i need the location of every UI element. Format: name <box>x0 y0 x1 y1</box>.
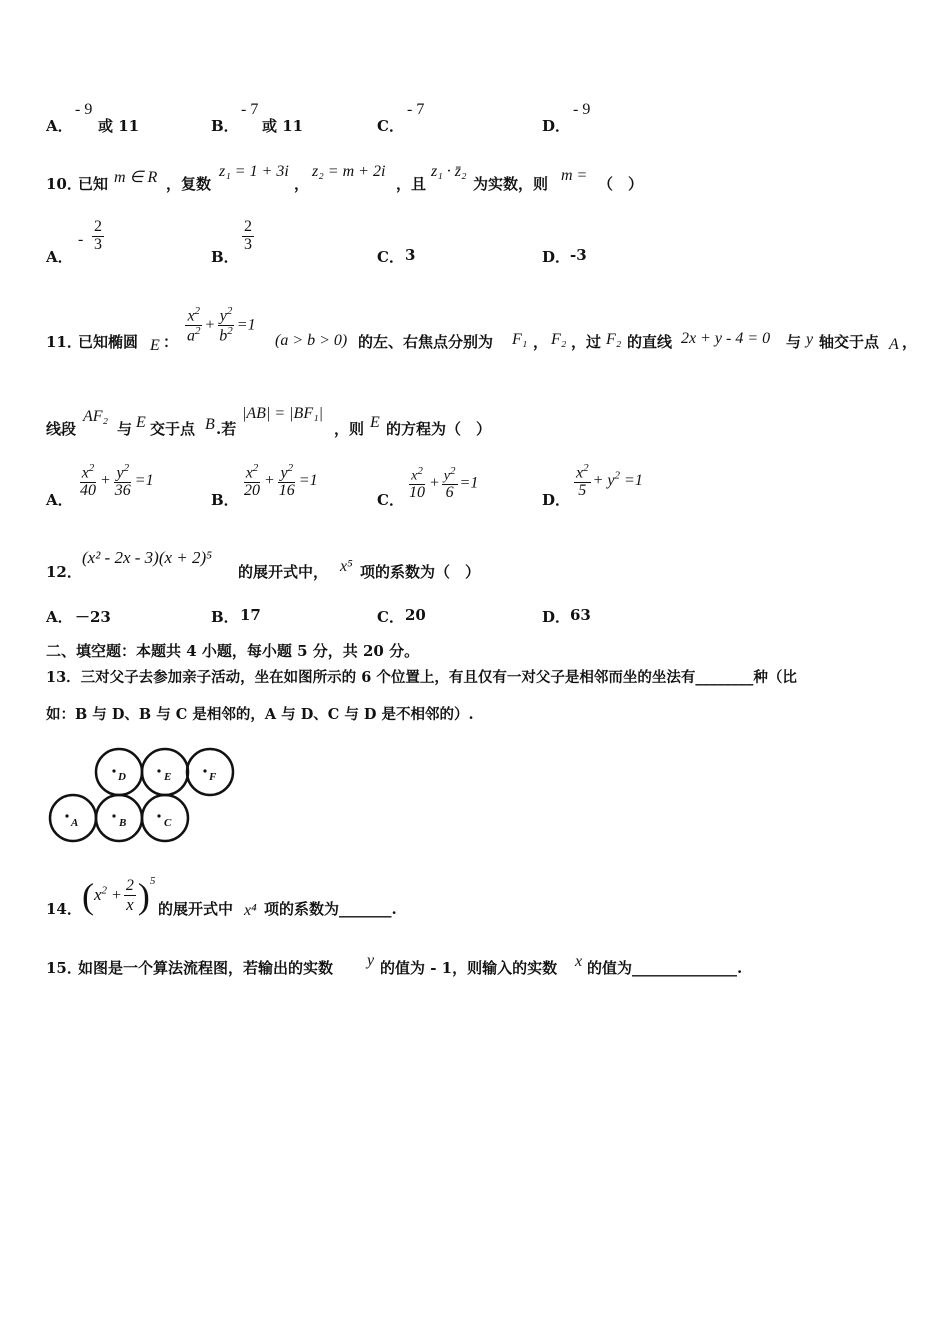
q12-expression: (x² - 2x - 3)(x + 2)⁵ <box>82 548 213 567</box>
q14-number: 14． <box>46 900 82 918</box>
q10-option-d-value: -3 <box>570 246 587 264</box>
q11-number: 11． <box>46 333 82 351</box>
q11-y-var: y <box>806 331 814 348</box>
q11-af2: AF₂ <box>83 408 109 425</box>
q11-condition: (a > b > 0) <box>275 332 348 349</box>
q10-option-a-sign: - <box>78 231 84 248</box>
section-2-heading: 二、填空题：本题共 4 小题，每小题 5 分，共 20 分。 <box>46 642 420 660</box>
q11-ellipse-equation: $\frac{x^2}{a^2}$ + $\frac{y^2}{b^2}$ =1 <box>187 305 256 345</box>
q11-option-a-equation: $\frac{x^2}{40}$ + $\frac{y^2}{36}$ =1 <box>80 462 154 500</box>
q12-option-d-value: 63 <box>570 606 591 624</box>
seat-label-b: B <box>119 817 127 829</box>
q12-option-c-label: C． <box>377 608 404 626</box>
q11-comma-1: ， <box>533 333 549 351</box>
q9-option-a-value: - 9 <box>75 101 93 118</box>
q11-option-b-equation: $\frac{x^2}{20}$ + $\frac{y^2}{16}$ =1 <box>244 462 318 500</box>
q10-option-a-frac: $\frac{2}{3}$ <box>94 218 102 253</box>
q11-l2-text-5: ，则 <box>334 420 365 438</box>
q15-x-var: x <box>575 953 583 970</box>
q10-option-a-label: A． <box>46 248 73 266</box>
q10-option-b-frac: $\frac{2}{3}$ <box>244 218 252 253</box>
q12-text-1: 的展开式中， <box>238 563 329 581</box>
q11-option-d-label: D． <box>542 491 571 509</box>
q12-option-c-value: 20 <box>405 606 426 624</box>
q12-option-a-value: －23 <box>75 608 111 626</box>
q13-seat-diagram <box>46 744 238 846</box>
q9-option-d-label: D． <box>542 117 571 135</box>
q15-y-var: y <box>367 952 375 969</box>
q12-text-2: 项的系数为（ ） <box>360 563 481 581</box>
q11-l2-text-2: 与 <box>117 420 133 438</box>
q11-l2-text-6: 的方程为（ ） <box>386 420 492 438</box>
q11-l2-text-4: .若 <box>216 420 237 438</box>
q15-number: 15． <box>46 959 82 977</box>
q10-option-c-label: C． <box>377 248 404 266</box>
q10-z1: z₁ = 1 + 3i <box>219 163 289 180</box>
seat-label-e: E <box>164 771 172 783</box>
q9-option-c-label: C． <box>377 117 404 135</box>
q10-option-d-label: D． <box>542 248 571 266</box>
q11-option-a-label: A． <box>46 491 73 509</box>
q11-option-c-label: C． <box>377 491 404 509</box>
q12-option-a-label: A． <box>46 608 73 626</box>
q10-text-1: 已知 <box>78 175 109 193</box>
q11-f2-again: F₂ <box>606 331 622 348</box>
q9-option-a-text: 或 11 <box>98 117 140 135</box>
q10-text-5: 为实数，则 <box>473 175 549 193</box>
q14-text-2: 项的系数为_______. <box>264 900 397 918</box>
q12-option-b-value: 17 <box>240 606 261 624</box>
seat-label-f: F <box>209 771 217 783</box>
q10-text-3: ， <box>294 175 310 193</box>
q11-colon: ： <box>163 333 179 351</box>
q11-option-b-label: B． <box>211 491 239 509</box>
q11-abs-condition: |AB| = |BF₁| <box>242 405 324 422</box>
q11-e-again: E <box>136 414 146 431</box>
q11-f2: F₂ <box>551 331 567 348</box>
q11-option-c-equation: $\frac{x^2}{10}$ + $\frac{y^2}{6}$ =1 <box>409 465 479 502</box>
q10-option-c-value: 3 <box>405 246 416 264</box>
q10-text-4: ，且 <box>396 175 427 193</box>
q11-ellipse-e: E <box>150 337 160 354</box>
q11-point-b: B <box>205 416 215 433</box>
q11-text-6: 轴交于点 <box>819 333 880 351</box>
q11-l2-text-3: 交于点 <box>150 420 196 438</box>
q9-option-c-value: - 7 <box>407 101 425 118</box>
q9-option-a-label: A． <box>46 117 73 135</box>
q13-line-2: 如：B 与 D、B 与 C 是相邻的，A 与 D、C 与 D 是不相邻的）. <box>46 706 474 723</box>
q11-text-3: ，过 <box>571 333 602 351</box>
q10-number: 10． <box>46 175 82 193</box>
q11-option-d-equation: $\frac{x^2}{5}$ + $y^2 =1$ <box>576 462 643 500</box>
q11-l2-text-1: 线段 <box>46 420 77 438</box>
q10-m-in-r: m ∈ R <box>114 169 158 186</box>
q12-option-b-label: B． <box>211 608 239 626</box>
q15-text-2: 的值为 - 1，则输入的实数 <box>380 959 558 977</box>
q10-option-b-label: B． <box>211 248 239 266</box>
seat-label-c: C <box>164 817 172 829</box>
q10-answer-var: m = <box>561 167 588 184</box>
q13-line-1: 13．三对父子去参加亲子活动，坐在如图所示的 6 个位置上，有且仅有一对父子是相邻而坐的坐法有________种（比 <box>46 669 797 686</box>
seat-label-d: D <box>118 771 126 783</box>
q12-term: x⁵ <box>340 558 353 575</box>
q10-product: z₁ · z̄₂ <box>431 163 467 180</box>
q14-text-1: 的展开式中 <box>158 900 234 918</box>
q11-f1: F₁ <box>512 331 528 348</box>
q10-z2: z₂ = m + 2i <box>312 163 386 180</box>
q11-e-third: E <box>370 414 380 431</box>
q14-term: x⁴ <box>244 902 257 919</box>
q10-bracket: （ ） <box>598 175 644 193</box>
q11-text-1: 已知椭圆 <box>78 333 139 351</box>
q12-option-d-label: D． <box>542 608 571 626</box>
q11-text-4: 的直线 <box>627 333 673 351</box>
q9-option-b-text: 或 11 <box>262 117 304 135</box>
q15-text-3: 的值为______________. <box>587 959 743 977</box>
q11-text-5: 与 <box>786 333 802 351</box>
q11-line-equation: 2x + y - 4 = 0 <box>681 330 771 347</box>
q11-text-2: 的左、右焦点分别为 <box>358 333 494 351</box>
q10-text-2: ，复数 <box>166 175 212 193</box>
q11-point-a: A <box>889 336 899 353</box>
q12-number: 12． <box>46 563 82 581</box>
q9-option-d-value: - 9 <box>573 101 591 118</box>
q9-option-b-label: B． <box>211 117 239 135</box>
q9-option-b-value: - 7 <box>241 101 259 118</box>
seat-label-a: A <box>71 817 79 829</box>
q15-text-1: 如图是一个算法流程图，若输出的实数 <box>78 959 334 977</box>
q11-comma-2: ， <box>902 333 918 351</box>
q14-binomial: ($x^2$ + $\frac{2}{x}$ )$^5$ <box>82 875 156 916</box>
